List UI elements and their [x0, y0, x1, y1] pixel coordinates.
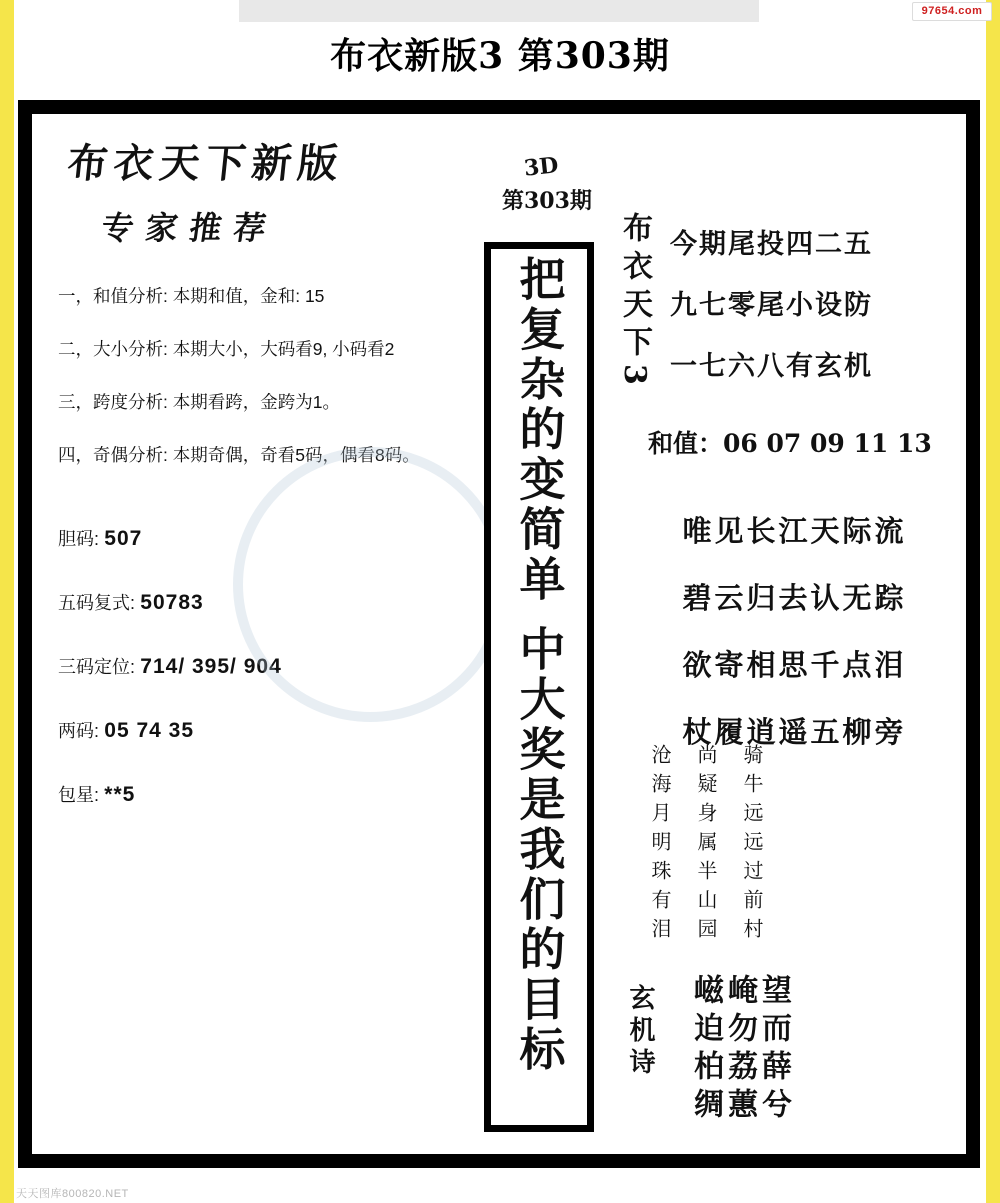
- site-watermark: 97654.com: [912, 2, 992, 21]
- code-label: 两码:: [58, 721, 100, 741]
- code-row: [58, 781, 470, 807]
- bottom-watermark: 天天图库800820.NET: [16, 1188, 129, 1200]
- vertical-poem-line: 沧海月明珠有泪: [648, 744, 672, 947]
- riddle-line: 望而薛兮: [756, 974, 791, 1126]
- decorative-left-bar: [0, 0, 14, 1203]
- riddle-block: [688, 974, 791, 1126]
- issue-header: [502, 154, 622, 215]
- code-value: 50783: [140, 591, 204, 614]
- decorative-right-bar: [986, 0, 1000, 1203]
- poem-line: 唯见长江天际流: [682, 514, 907, 548]
- headline-item: 一七六八有玄机: [670, 351, 873, 382]
- poster-frame: [18, 100, 980, 1168]
- top-strip: [14, 0, 986, 22]
- page-title: 布衣新版3 第303期: [330, 35, 670, 77]
- brand-subtitle: 专家推荐: [99, 209, 281, 247]
- analysis-item: 四，奇偶分析: 本期奇偶，奇看5码，偶看8码。: [58, 445, 420, 465]
- code-label: 三码定位:: [58, 657, 136, 677]
- left-column: [58, 132, 470, 1142]
- code-value: 507: [104, 527, 143, 550]
- hezhi-row: [648, 424, 968, 460]
- brand-title: 布衣天下新版: [65, 140, 347, 187]
- headline-item: 今期尾投四二五: [670, 229, 873, 260]
- watermark-ring: [233, 447, 508, 722]
- code-value: **5: [104, 783, 136, 806]
- headline-list: [670, 222, 960, 405]
- code-value: 714/ 395/ 904: [140, 655, 282, 678]
- poem-line: 杖履逍遥五柳旁: [682, 715, 907, 749]
- xuanji-label: 玄机诗: [625, 984, 655, 1080]
- poem-line: 碧云归去认无踪: [682, 581, 907, 615]
- top-grey-block: [239, 0, 759, 22]
- center-slogan: 把复杂的变简单 中大奖是我们的目标: [512, 254, 567, 1076]
- code-row: [58, 717, 470, 743]
- code-label: 五码复式:: [58, 593, 136, 613]
- right-column: [612, 134, 957, 1144]
- analysis-item: 三，跨度分析: 本期看跨，金跨为1。: [58, 392, 340, 412]
- vertical-poem-line: 尚疑身属半山园: [694, 744, 718, 947]
- hezhi-value: 06 07 09 11 13: [723, 429, 932, 458]
- vertical-poem-line: 骑牛远远过前村: [740, 744, 764, 947]
- issue-number: 第303期: [502, 188, 592, 214]
- code-label: 胆码:: [58, 529, 100, 549]
- vertical-poem-block: [650, 744, 762, 947]
- brand-vertical: 布衣天下3: [617, 212, 652, 393]
- poem-line: 欲寄相思千点泪: [682, 648, 907, 682]
- analysis-list: [58, 283, 470, 467]
- center-banner-inner: [491, 249, 587, 1125]
- issue-game-type: 3D: [522, 152, 560, 182]
- analysis-item: 二，大小分析: 本期大小，大码看9, 小码看2: [58, 339, 395, 359]
- riddle-line: 崦勿荔蕙: [722, 974, 757, 1126]
- code-label: 包星:: [58, 785, 100, 805]
- center-banner: [484, 242, 594, 1132]
- analysis-item: 一，和值分析: 本期和值，金和: 15: [58, 286, 325, 306]
- riddle-line: 嵫迫柏绸: [688, 974, 723, 1126]
- hezhi-label: 和值：: [648, 429, 724, 458]
- poem-block: [632, 509, 957, 777]
- code-value: 05 74 35: [104, 719, 195, 742]
- headline-item: 九七零尾小设防: [670, 290, 873, 321]
- poster-body: [32, 114, 966, 1154]
